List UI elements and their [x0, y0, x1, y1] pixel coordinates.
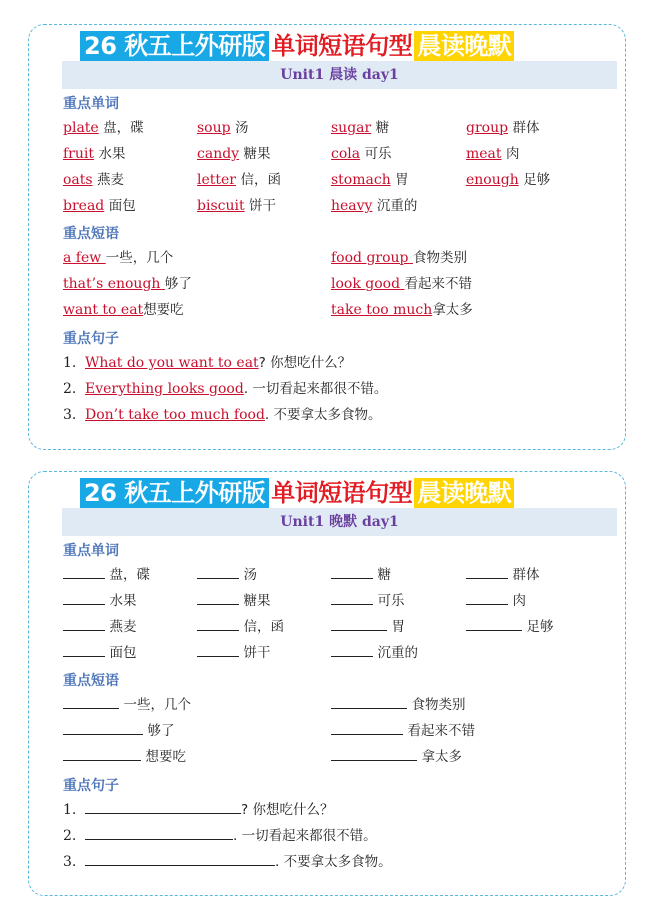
morning-reading-card [28, 24, 626, 450]
chinese-meaning: 胃 [395, 172, 409, 188]
english-word: sugar [331, 120, 372, 136]
phrase-entry [63, 746, 186, 768]
phrase-row [63, 247, 623, 269]
chinese-meaning: 想要吃 [143, 302, 184, 318]
sentence-row [63, 404, 623, 426]
phrase-entry [331, 746, 462, 768]
chinese-meaning: 信，函 [240, 172, 281, 188]
word-entry [466, 117, 540, 139]
chinese-meaning: 一些，几个 [105, 250, 174, 266]
section-key-phrases: 重点短语 [63, 673, 119, 689]
word-row [63, 195, 623, 217]
english-word: letter [197, 172, 236, 188]
section-key-phrases: 重点短语 [63, 226, 119, 242]
answer-blank[interactable] [197, 590, 239, 605]
answer-blank[interactable] [85, 825, 233, 840]
english-sentence: Don’t take too much food [85, 407, 265, 423]
word-entry [331, 117, 389, 139]
word-entry [331, 642, 418, 664]
english-word: meat [466, 146, 502, 162]
chinese-meaning: 群体 [512, 567, 540, 583]
answer-blank[interactable] [63, 746, 141, 761]
english-word: soup [197, 120, 231, 136]
chinese-meaning: 燕麦 [109, 619, 137, 635]
phrase-entry [331, 299, 473, 321]
word-entry [197, 564, 257, 586]
chinese-meaning: 拿太多 [432, 302, 473, 318]
word-entry [197, 590, 270, 612]
english-word: cola [331, 146, 361, 162]
answer-blank[interactable] [331, 564, 373, 579]
chinese-meaning: 面包 [109, 645, 137, 661]
english-word: candy [197, 146, 240, 162]
chinese-meaning: 一些，几个 [123, 697, 191, 713]
answer-blank[interactable] [331, 720, 403, 735]
answer-blank[interactable] [85, 851, 275, 866]
chinese-meaning: 信，函 [243, 619, 284, 635]
phrase-entry [331, 247, 467, 269]
phrase-entry [331, 694, 465, 716]
answer-blank[interactable] [63, 616, 105, 631]
phrase-entry [331, 273, 472, 295]
word-entry [331, 195, 417, 217]
sentence-number: 3. [63, 854, 77, 870]
word-entry [331, 143, 392, 165]
word-entry [63, 642, 136, 664]
word-entry [197, 642, 270, 664]
chinese-meaning: 够了 [147, 723, 175, 739]
answer-blank[interactable] [466, 590, 508, 605]
word-entry [331, 564, 391, 586]
english-word: biscuit [197, 198, 245, 214]
chinese-meaning: 食物类别 [412, 250, 467, 266]
word-entry [63, 117, 144, 139]
answer-blank[interactable] [197, 642, 239, 657]
english-phrase: want to eat [63, 302, 144, 318]
chinese-meaning: 水果 [109, 593, 137, 609]
chinese-translation: ? 你想吃什么？ [241, 802, 334, 818]
phrase-entry [63, 247, 173, 269]
answer-blank[interactable] [85, 799, 241, 814]
phrase-entry [331, 720, 475, 742]
chinese-meaning: 群体 [512, 120, 540, 136]
english-sentence: Everything looks good [85, 381, 244, 397]
english-word: heavy [331, 198, 373, 214]
word-entry [197, 195, 276, 217]
phrase-row [63, 720, 623, 742]
chinese-meaning: 饼干 [249, 198, 277, 214]
word-row [63, 117, 623, 139]
english-phrase: that’s enough [63, 276, 165, 292]
chinese-meaning: 食物类别 [411, 697, 466, 713]
word-entry [466, 590, 526, 612]
word-entry [63, 564, 150, 586]
english-sentence: What do you want to eat [85, 355, 259, 371]
phrase-row [63, 746, 623, 768]
word-entry [466, 143, 520, 165]
word-entry [197, 143, 271, 165]
unit-subtitle: Unit1 晨读 day1 [62, 61, 617, 89]
unit-subtitle: Unit1 晚默 day1 [62, 508, 617, 536]
phrase-row [63, 299, 623, 321]
chinese-meaning: 糖 [375, 120, 390, 136]
title-part-1: 26 秋五上外研版 [80, 478, 269, 508]
chinese-meaning: 盘，碟 [103, 120, 144, 136]
chinese-meaning: 拿太多 [421, 749, 462, 765]
chinese-meaning: 糖果 [243, 593, 271, 609]
sentence-row [63, 378, 623, 400]
section-key-sentences: 重点句子 [63, 331, 119, 347]
word-entry [63, 169, 124, 191]
word-entry [63, 143, 125, 165]
word-entry [197, 117, 249, 139]
english-word: oats [63, 172, 93, 188]
answer-blank[interactable] [331, 694, 407, 709]
chinese-meaning: 糖果 [243, 146, 271, 162]
english-word: stomach [331, 172, 391, 188]
chinese-meaning: 看起来不错 [407, 723, 475, 739]
english-phrase: food group [331, 250, 413, 266]
answer-blank[interactable] [63, 694, 119, 709]
chinese-translation: ? 你想吃什么？ [258, 355, 352, 371]
answer-blank[interactable] [197, 564, 239, 579]
answer-blank[interactable] [466, 564, 508, 579]
answer-blank[interactable] [331, 590, 373, 605]
chinese-meaning: 水果 [98, 146, 126, 162]
card-title [80, 31, 576, 61]
title-part-3: 晨读晚默 [414, 31, 514, 61]
word-row [63, 143, 623, 165]
chinese-meaning: 足够 [526, 619, 554, 635]
answer-blank[interactable] [331, 746, 417, 761]
word-entry [331, 616, 405, 638]
chinese-meaning: 糖 [377, 567, 391, 583]
word-entry [63, 616, 136, 638]
title-part-2: 单词短语句型 [271, 479, 413, 507]
phrase-row [63, 273, 623, 295]
word-entry [331, 169, 409, 191]
word-entry [63, 590, 136, 612]
answer-blank[interactable] [331, 642, 373, 657]
english-phrase: take too much [331, 302, 433, 318]
english-word: enough [466, 172, 519, 188]
answer-blank[interactable] [63, 642, 105, 657]
chinese-meaning: 燕麦 [97, 172, 125, 188]
evening-dictation-card [28, 471, 626, 896]
sentence-number: 1. [63, 802, 77, 818]
section-key-words: 重点单词 [63, 96, 119, 112]
chinese-meaning: 汤 [235, 120, 249, 136]
answer-blank[interactable] [197, 616, 239, 631]
chinese-translation: . 不要拿太多食物。 [275, 854, 392, 870]
phrase-entry [63, 299, 184, 321]
phrase-entry [63, 273, 192, 295]
chinese-meaning: 够了 [164, 276, 192, 292]
phrase-row [63, 694, 623, 716]
word-row [63, 642, 623, 664]
english-word: fruit [63, 146, 94, 162]
english-word: bread [63, 198, 105, 214]
chinese-meaning: 饼干 [243, 645, 271, 661]
chinese-meaning: 想要吃 [145, 749, 186, 765]
chinese-meaning: 沉重的 [376, 198, 418, 214]
chinese-meaning: 肉 [512, 593, 526, 609]
answer-blank[interactable] [63, 564, 105, 579]
word-entry [197, 616, 284, 638]
sentence-number: 2. [63, 828, 77, 844]
chinese-translation: . 不要拿太多食物。 [264, 407, 382, 423]
chinese-meaning: 可乐 [364, 146, 392, 162]
chinese-meaning: 肉 [506, 146, 520, 162]
chinese-translation: . 一切看起来都很不错。 [233, 828, 377, 844]
chinese-meaning: 沉重的 [377, 645, 418, 661]
word-row [63, 590, 623, 612]
english-word: plate [63, 120, 99, 136]
answer-blank[interactable] [63, 720, 143, 735]
word-entry [331, 590, 404, 612]
english-phrase: look good [331, 276, 405, 292]
word-entry [466, 169, 550, 191]
answer-blank[interactable] [63, 590, 105, 605]
english-phrase: a few [63, 250, 106, 266]
sentence-row [63, 352, 623, 374]
word-entry [466, 616, 553, 638]
chinese-meaning: 盘，碟 [109, 567, 150, 583]
sentence-row [63, 851, 623, 873]
chinese-meaning: 足够 [523, 172, 551, 188]
word-entry [466, 564, 539, 586]
sentence-number: 3. [63, 407, 77, 423]
chinese-translation: . 一切看起来都很不错。 [243, 381, 388, 397]
title-part-2: 单词短语句型 [271, 32, 413, 60]
answer-blank[interactable] [331, 616, 387, 631]
word-row [63, 169, 623, 191]
english-word: group [466, 120, 509, 136]
chinese-meaning: 可乐 [377, 593, 405, 609]
title-part-3: 晨读晚默 [414, 478, 514, 508]
word-entry [63, 195, 136, 217]
sentence-number: 1. [63, 355, 77, 371]
card-title [80, 478, 576, 508]
answer-blank[interactable] [466, 616, 522, 631]
chinese-meaning: 看起来不错 [404, 276, 472, 292]
sentence-number: 2. [63, 381, 77, 397]
section-key-sentences: 重点句子 [63, 778, 119, 794]
word-row [63, 616, 623, 638]
phrase-entry [63, 720, 174, 742]
chinese-meaning: 汤 [243, 567, 257, 583]
sentence-row [63, 799, 623, 821]
sentence-row [63, 825, 623, 847]
chinese-meaning: 胃 [391, 619, 405, 635]
word-row [63, 564, 623, 586]
phrase-entry [63, 694, 191, 716]
section-key-words: 重点单词 [63, 543, 119, 559]
title-part-1: 26 秋五上外研版 [80, 31, 269, 61]
chinese-meaning: 面包 [108, 198, 136, 214]
word-entry [197, 169, 281, 191]
